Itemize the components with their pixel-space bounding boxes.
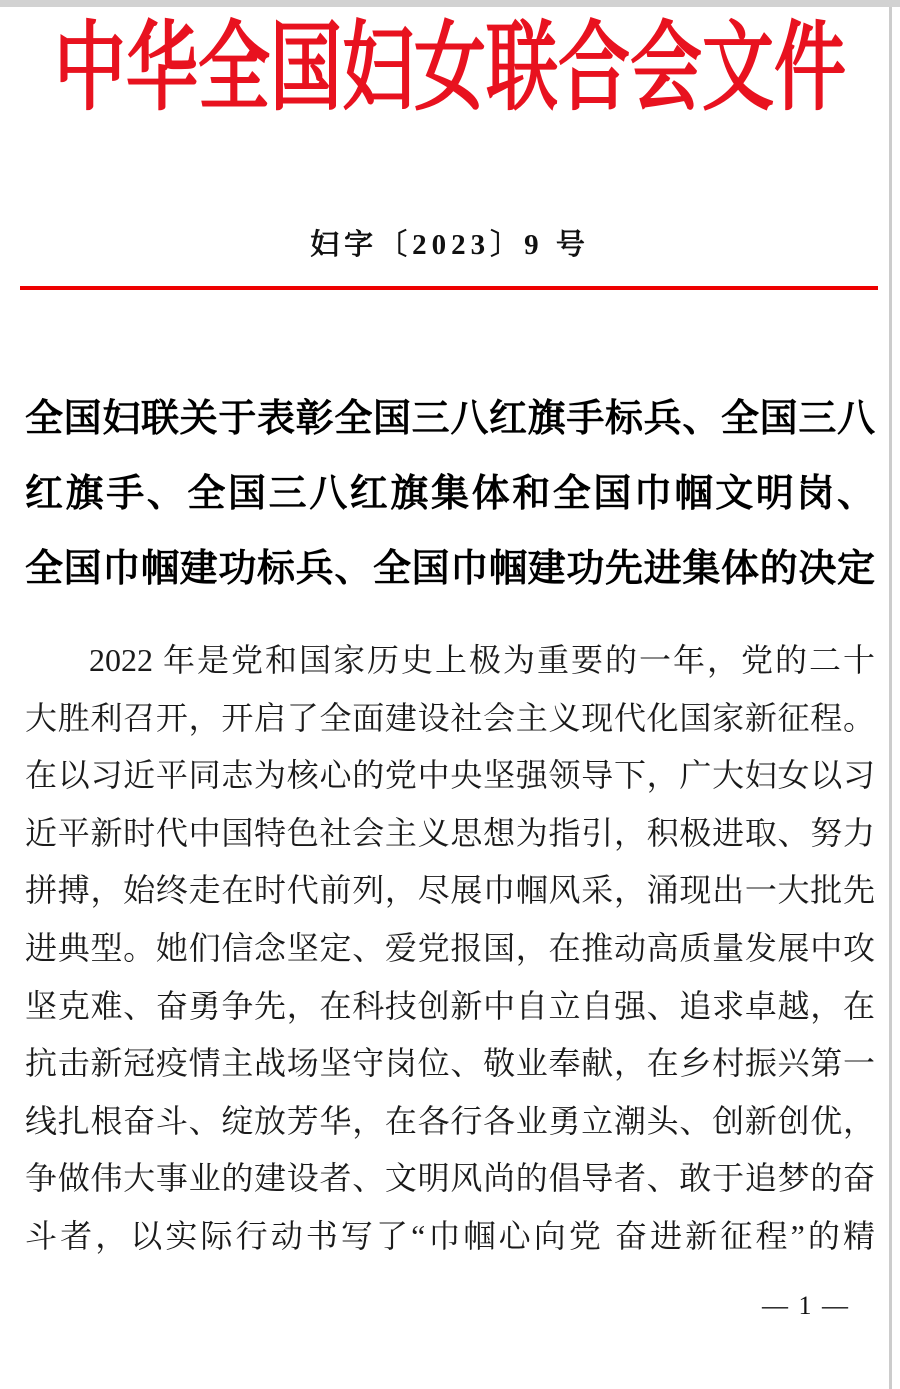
text-line: 大胜利召开，开启了全面建设社会主义现代化国家新征程。 xyxy=(25,699,875,736)
letterhead-title: 中华全国妇女联合会文件 xyxy=(53,14,846,123)
text-line: 全国妇联关于表彰全国三八红旗手标兵、全国三八 xyxy=(25,398,875,440)
red-divider-line xyxy=(20,286,878,290)
text-line: 在以习近平同志为核心的党中央坚强领导下，广大妇女以习 xyxy=(25,757,875,794)
scan-right-edge xyxy=(889,7,892,1389)
text-line: 全国巾帼建功标兵、全国巾帼建功先进集体的决定 xyxy=(25,548,875,590)
page-number: — 1 — xyxy=(762,1291,850,1320)
document-body xyxy=(25,632,875,1266)
text-line: 近平新时代中国特色社会主义思想为指引，积极进取、努力 xyxy=(25,814,875,851)
document-number: 妇字〔2023〕9 号 xyxy=(310,229,590,261)
text-line: 斗者，以实际行动书写了“巾帼心向党 奋进新征程”的精 xyxy=(25,1217,875,1254)
document-title xyxy=(25,382,875,607)
text-line: 拼搏，始终走在时代前列，尽展巾帼风采，涌现出一大批先 xyxy=(25,872,875,909)
scan-top-edge xyxy=(0,0,900,7)
text-line: 坚克难、奋勇争先，在科技创新中自立自强、追求卓越，在 xyxy=(25,987,875,1024)
text-line: 抗击新冠疫情主战场坚守岗位、敬业奉献，在乡村振兴第一 xyxy=(25,1045,875,1082)
text-line: 争做伟大事业的建设者、文明风尚的倡导者、敢于追梦的奋 xyxy=(25,1160,875,1197)
text-line: 进典型。她们信念坚定、爱党报国，在推动高质量发展中攻 xyxy=(25,929,875,966)
text-line: 2022 年是党和国家历史上极为重要的一年，党的二十 xyxy=(89,642,875,678)
text-line: 线扎根奋斗、绽放芳华，在各行各业勇立潮头、创新创优， xyxy=(25,1102,875,1139)
text-line: 红旗手、全国三八红旗集体和全国巾帼文明岗、 xyxy=(25,473,875,515)
